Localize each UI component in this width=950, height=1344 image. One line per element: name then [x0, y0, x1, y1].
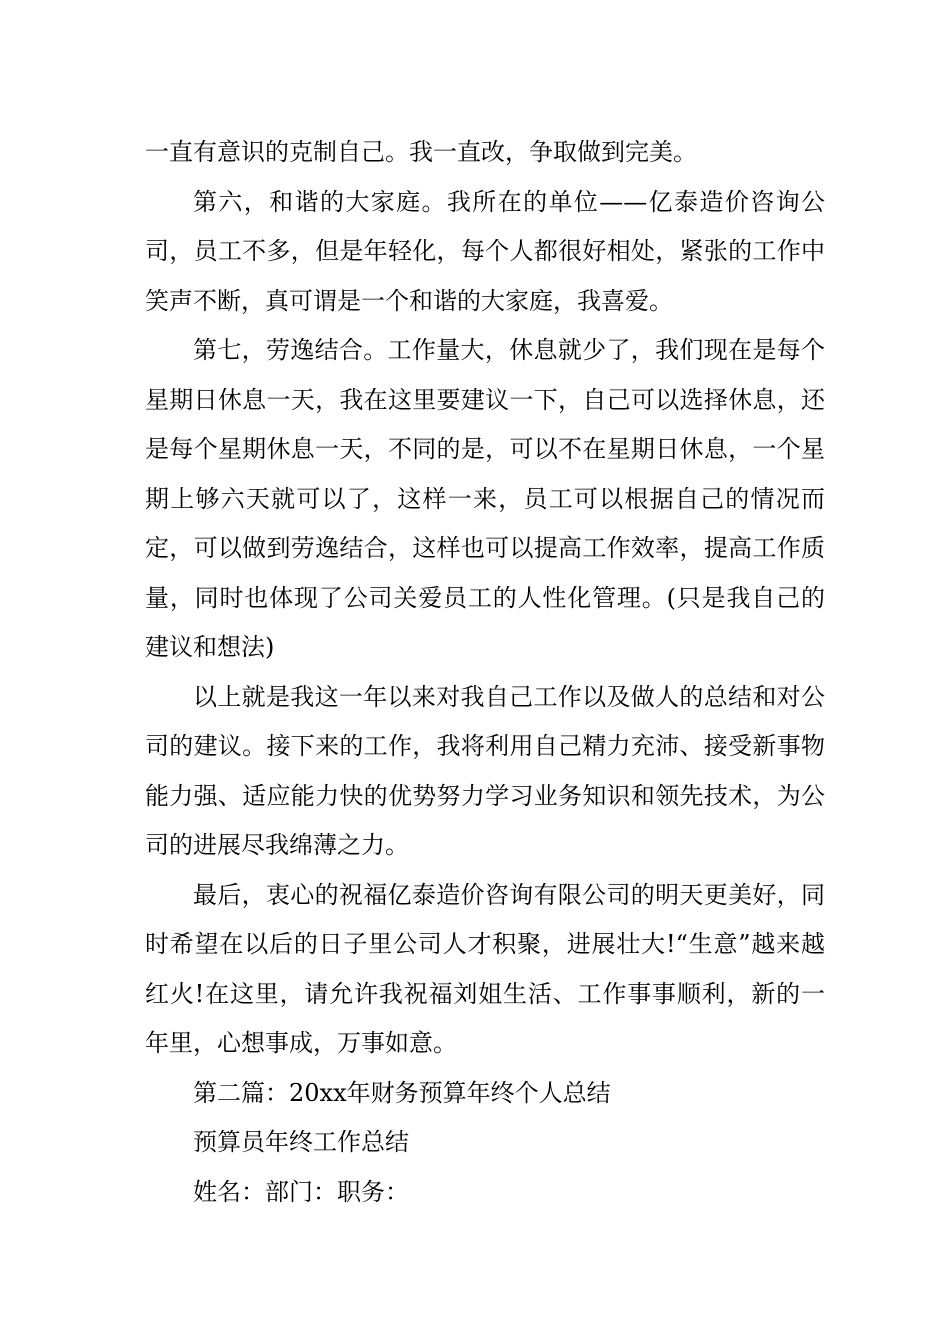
info-fields-line: 姓名：部门：职务： — [193, 1177, 409, 1206]
document-body — [145, 128, 825, 1217]
paragraph-summary: 以上就是我这一年以来对我自己工作以及做人的总结和对公司的建议。接下来的工作，我将利用自己精力充沛、接受新事物能力强、适应能力快的优势努力学习业务知识和领先技术，为公司的进展尽我绵薄之力。 — [145, 682, 825, 859]
paragraph-closing-wishes: 最后，衷心的祝福亿泰造价咨询有限公司的明天更美好，同时希望在以后的日子里公司人才积聚，进展壮大!“生意”越来越红火!在这里，请允许我祝福刘姐生活、工作事事顺利，新的一年里，心想事成，万事如意。 — [145, 880, 825, 1057]
section-heading-second-article: 第二篇：20xx年财务预算年终个人总结 — [193, 1078, 611, 1107]
paragraph-continuation: 一直有意识的克制自己。我一直改，争取做到完美。 — [145, 138, 697, 166]
section-title: 预算员年终工作总结 — [193, 1128, 409, 1156]
paragraph-seventh-point: 第七，劳逸结合。工作量大，休息就少了，我们现在是每个星期日休息一天，我在这里要建议一下，自己可以选择休息，还是每个星期休息一天，不同的是，可以不在星期日休息，一个星期上够六天就可以了，这样一来，员工可以根据自己的情况而定，可以做到劳逸结合，这样也可以提高工作效率，提高工作质量，同时也体现了公司关爱员工的人性化管理。(只是我自己的建议和想法) — [145, 336, 825, 661]
paragraph-sixth-point: 第六，和谐的大家庭。我所在的单位——亿泰造价咨询公司，员工不多，但是年轻化，每个人都很好相处，紧张的工作中笑声不断，真可谓是一个和谐的大家庭，我喜爱。 — [145, 187, 825, 315]
